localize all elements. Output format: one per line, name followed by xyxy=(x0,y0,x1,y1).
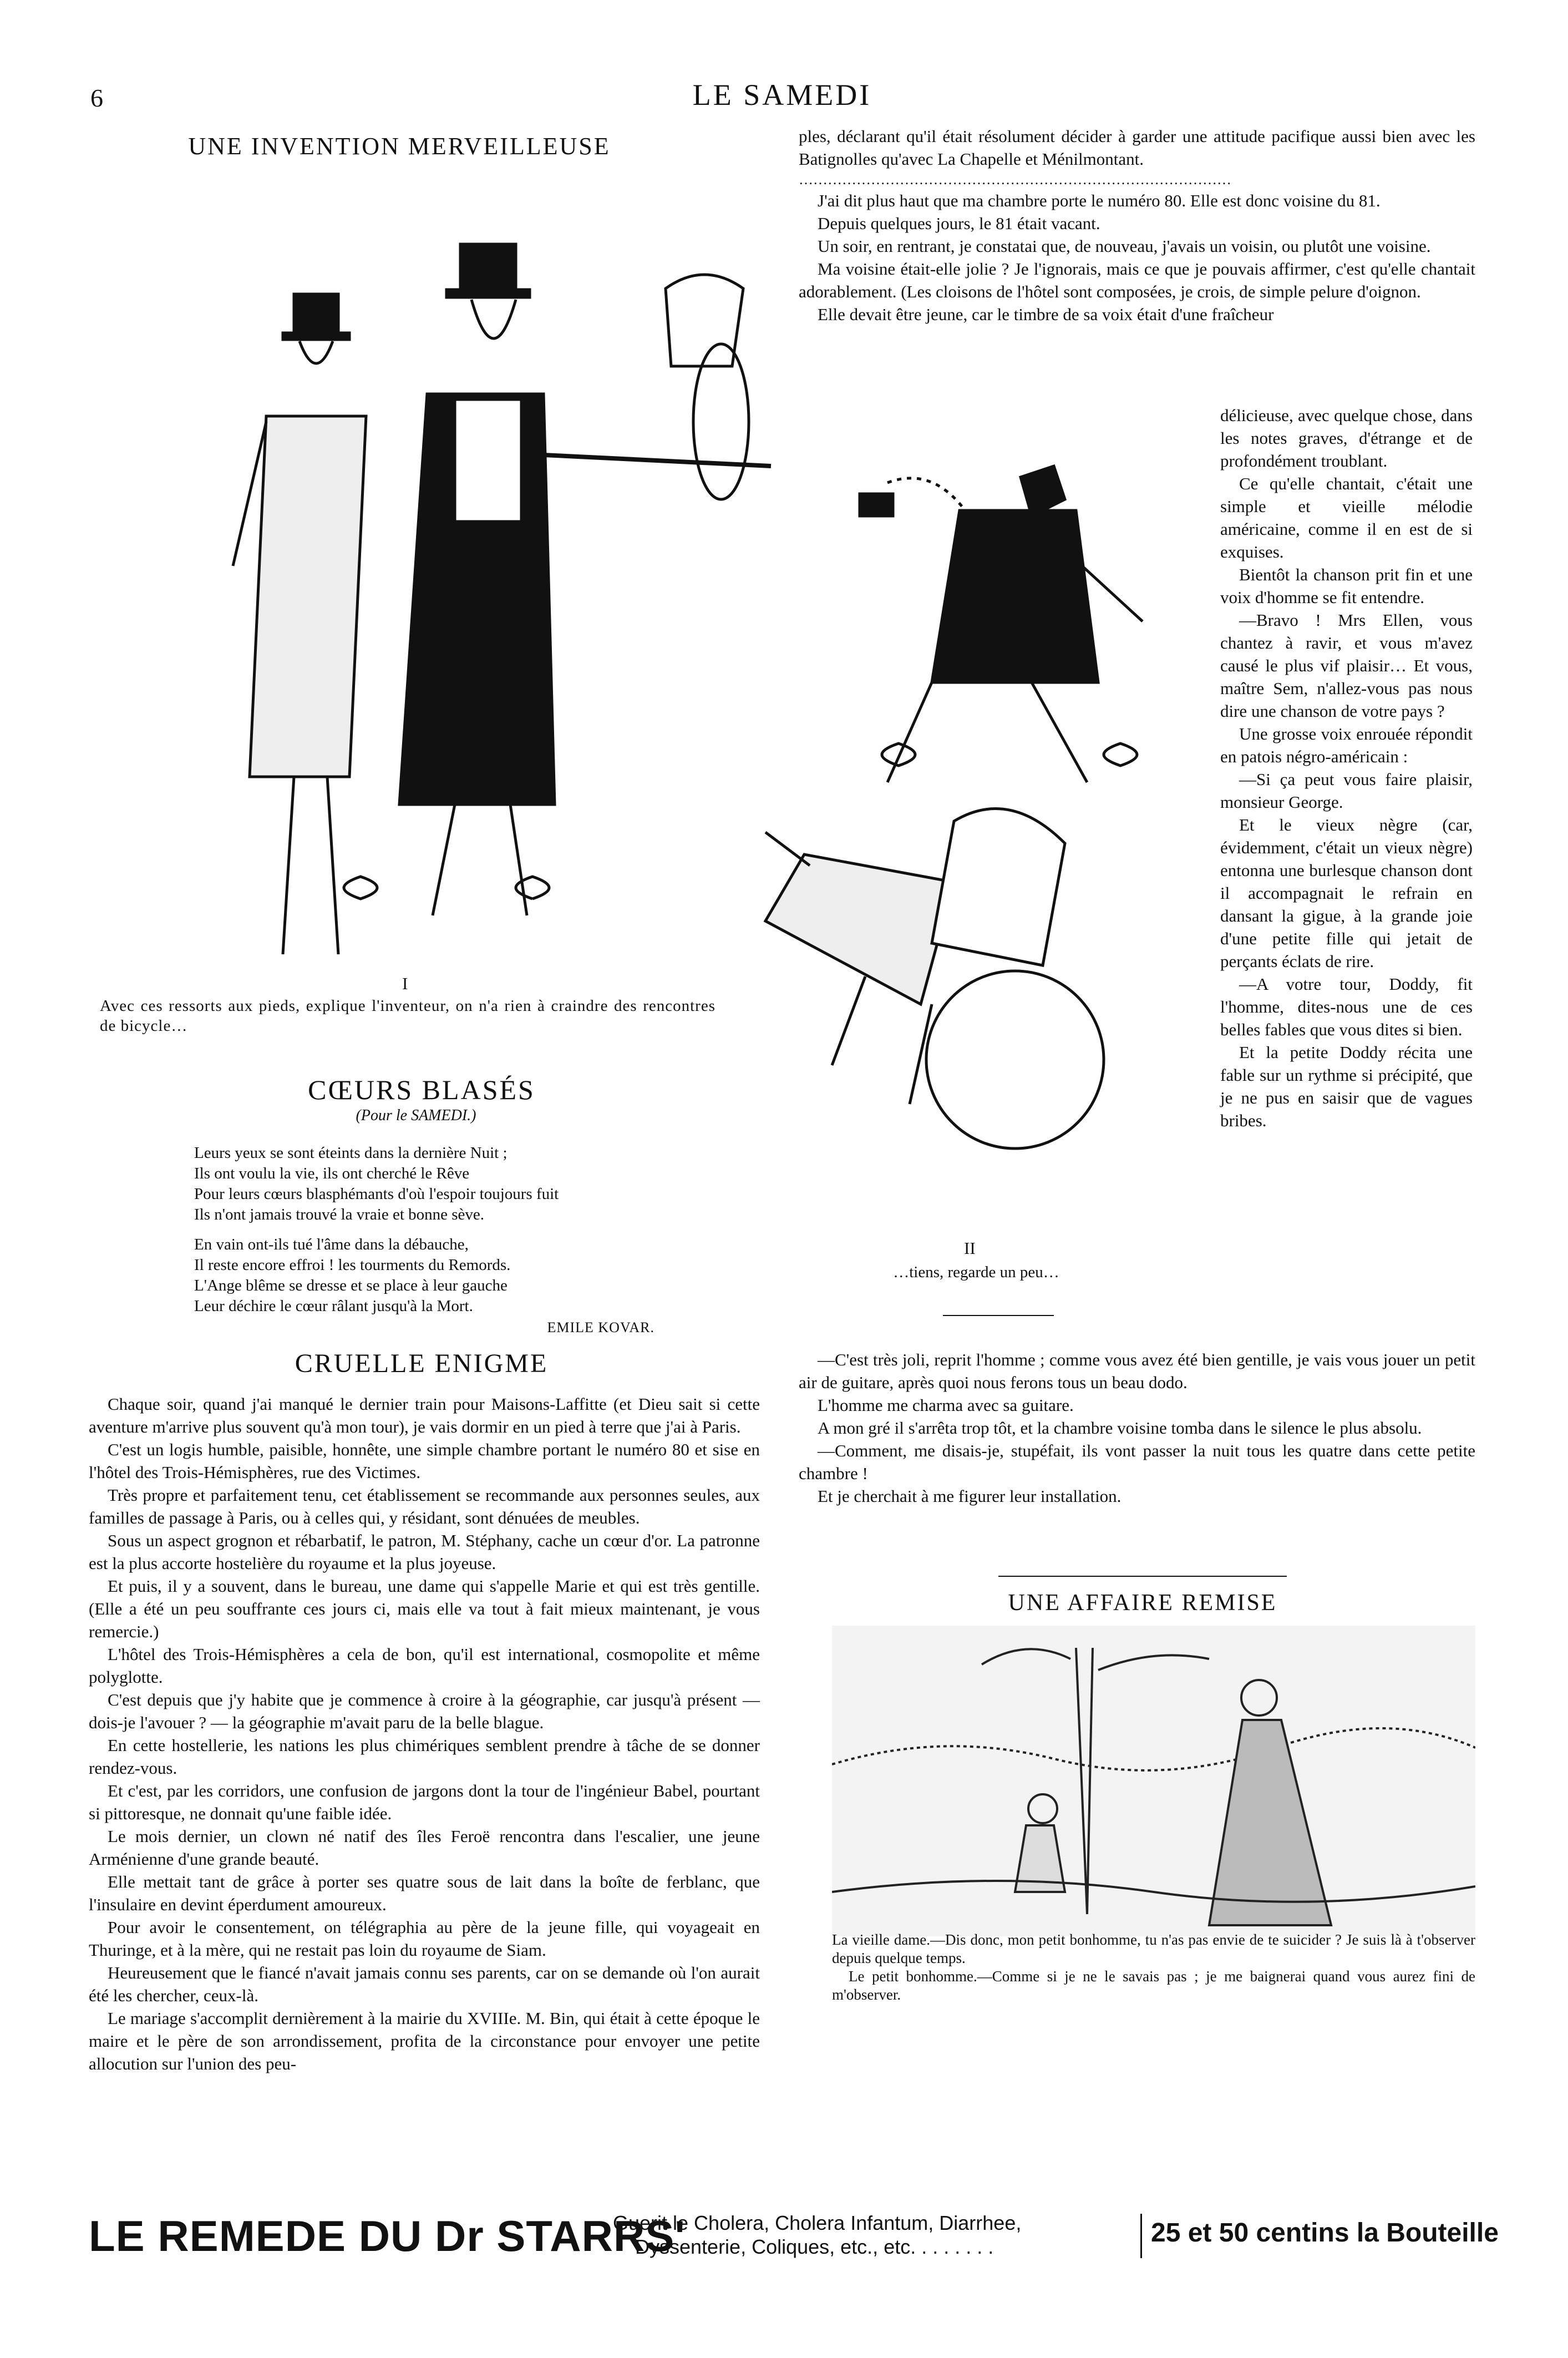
poem-line: L'Ange blême se dresse et se place à leur gauche xyxy=(194,1277,508,1294)
poem-line: Ils n'ont jamais trouvé la vraie et bonne sève. xyxy=(194,1206,485,1223)
story-paragraph: —Bravo ! Mrs Ellen, vous chantez à ravir, et vous m'avez causé le plus vif plaisir… Et vous, maître Sem, n'allez-vous pas nous dire une chanson de votre pays ? xyxy=(1220,610,1473,721)
ad-brace xyxy=(1137,2214,1142,2258)
narrow-column xyxy=(1220,404,1473,1132)
story-paragraph: —A votre tour, Doddy, fit l'homme, dites-nous une de ces belles fables que vous dites si bien. xyxy=(1220,974,1473,1039)
dotted-separator: ……………………………………………………………………………… xyxy=(799,171,1231,188)
story-paragraph: Et le vieux nègre (car, évidemment, c'était un vieux nègre) entonna une burlesque chanson dont il accompagnait le refrain en dansant la gigue, à la grande joie d'une petite fille qui jetait de perçants éclats de rire. xyxy=(1220,815,1473,971)
ad-price: 25 et 50 centins la Bouteille xyxy=(1151,2218,1499,2248)
story-paragraph: délicieuse, avec quelque chose, dans les notes graves, d'étrange et de profondément troublant. xyxy=(1220,406,1473,470)
caption-divider xyxy=(943,1315,1054,1316)
story-paragraph: Ce qu'elle chantait, c'était une simple et vieille mélodie américaine, comme il en est de si exquises. xyxy=(1220,474,1473,561)
illustration-old-lady-and-boy xyxy=(832,1626,1475,1936)
story-paragraph: C'est depuis que j'y habite que je commence à croire à la géographie, car jusqu'à présent — dois-je l'avouer ? — la géographie m'avait paru de la belle blague. xyxy=(89,1690,760,1732)
poem-author: EMILE KOVAR. xyxy=(547,1319,654,1335)
figure-2-caption: …tiens, regarde un peu… xyxy=(893,1263,1059,1281)
story-paragraph: Sous un aspect grognon et rébarbatif, le patron, M. Stéphany, cache un cœur d'or. La patronne est la plus accorte hostelière du royaume et la plus joyeuse. xyxy=(89,1531,760,1573)
illustration-spring-shoes xyxy=(166,222,804,999)
poem-line: Il reste encore effroi ! les tourments du Remords. xyxy=(194,1256,511,1274)
story-paragraph: Bientôt la chanson prit fin et une voix d'homme se fit entendre. xyxy=(1220,565,1473,607)
story-paragraph: C'est un logis humble, paisible, honnête, une simple chambre portant le numéro 80 et sise en l'hôtel des Trois-Hémisphères, rue des Victimes. xyxy=(89,1440,760,1482)
poem-stanza-1 xyxy=(194,1143,654,1225)
article-title-invention: UNE INVENTION MERVEILLEUSE xyxy=(188,133,611,160)
story-paragraph: Très propre et parfaitement tenu, cet établissement se recommande aux personnes seules, aux familles de passage à Paris, ou à celles qui, y résidant, sont dénuées de meubles. xyxy=(89,1485,760,1527)
story-paragraph: Pour avoir le consentement, on télégraphia au père de la jeune fille, qui voyageait en Thuringe, et à la mère, qui ne restait pas loin du royaume de Siam. xyxy=(89,1917,760,1960)
article-title-enigme: CRUELLE ENIGME xyxy=(295,1349,549,1378)
poem-line: Pour leurs cœurs blasphémants d'où l'espoir toujours fuit xyxy=(194,1185,559,1203)
ad-description xyxy=(613,2211,1140,2259)
page-number: 6 xyxy=(90,84,103,112)
poem-line: En vain ont-ils tué l'âme dans la débauche, xyxy=(194,1236,469,1253)
story-paragraph: L'homme me charma avec sa guitare. xyxy=(818,1395,1074,1415)
poem-line: Leur déchire le cœur râlant jusqu'à la Mort. xyxy=(194,1297,473,1315)
story-body xyxy=(89,1393,760,2075)
story-paragraph: —C'est très joli, reprit l'homme ; comme vous avez été bien gentille, je vais vous jouer un petit air de guitare, après quoi nous ferons tous un beau dodo. xyxy=(799,1350,1475,1392)
figure-1-caption: Avec ces ressorts aux pieds, explique l'inventeur, on n'a rien à craindre des rencontres de bicycle… xyxy=(100,997,716,1035)
paper-title: LE SAMEDI xyxy=(692,78,872,112)
story-paragraph: Chaque soir, quand j'ai manqué le dernier train pour Maisons-Laffitte (et Dieu sait si cette aventure m'arrive plus souvent qu'à mon tour), je vais dormir en un pied à terre que j'ai à Paris. xyxy=(89,1394,760,1436)
story-paragraph: —Comment, me disais-je, stupéfait, ils vont passer la nuit tous les quatre dans cette petite chambre ! xyxy=(799,1441,1475,1483)
story-paragraph: Elle mettait tant de grâce à porter ses quatre sous de lait dans la boîte de ferblanc, que l'insulaire en devint éperdument amoureux. xyxy=(89,1872,760,1914)
figure-3-caption-line: La vieille dame.—Dis donc, mon petit bonhomme, tu n'as pas envie de te suicider ? Je suis là à t'observer depuis quelque temps. xyxy=(832,1931,1475,1966)
ad-brand: LE REMEDE DU Dr STARRS' xyxy=(89,2212,686,2260)
figure-1-numeral: I xyxy=(402,974,408,993)
story-paragraph: Un soir, en rentrant, je constatai que, de nouveau, j'avais un voisin, ou plutôt une voisine. xyxy=(818,236,1431,256)
story-paragraph: Ma voisine était-elle jolie ? Je l'ignorais, mais ce que je pouvais affirmer, c'est qu'elle chantait adorablement. (Les cloisons de l'hôtel sont composées, je crois, de simple pelure d'oignon. xyxy=(799,259,1475,301)
story-paragraph: —Si ça peut vous faire plaisir, monsieur George. xyxy=(1220,770,1473,812)
story-paragraph: L'hôtel des Trois-Hémisphères a cela de bon, qu'il est international, cosmopolite et même polyglotte. xyxy=(89,1644,760,1687)
story-paragraph: A mon gré il s'arrêta trop tôt, et la chambre voisine tomba dans le silence le plus absolu. xyxy=(818,1418,1422,1438)
story-paragraph: Et c'est, par les corridors, une confusion de jargons dont la tour de l'ingénieur Babel, pourtant si pittoresque, ne donnait qu'une faible idée. xyxy=(89,1781,760,1823)
story-paragraph: Heureusement que le fiancé n'avait jamais connu ses parents, car on se demande où l'on aurait été les chercher, ceux-là. xyxy=(89,1963,760,2005)
figure-2-numeral: II xyxy=(964,1238,976,1258)
figure-3-caption-line: Le petit bonhomme.—Comme si je ne le savais pas ; je me baignerai quand vous aurez fini de m'observer. xyxy=(832,1968,1475,2003)
right-top-block xyxy=(799,125,1475,326)
poem-title: CŒURS BLASÉS xyxy=(308,1074,535,1105)
poem-line: Ils ont voulu la vie, ils ont cherché le Rêve xyxy=(194,1165,470,1182)
poem-line: Leurs yeux se sont éteints dans la dernière Nuit ; xyxy=(194,1144,508,1162)
story-paragraph: Depuis quelques jours, le 81 était vacant. xyxy=(818,214,1100,233)
illustration-bicycle-collision xyxy=(721,422,1209,1176)
story-paragraph: Une grosse voix enrouée répondit en patois négro-américain : xyxy=(1220,724,1473,766)
story-paragraph: En cette hostellerie, les nations les plus chimériques semblent prendre à tâche de se donner rendez-vous. xyxy=(89,1735,760,1778)
story-paragraph: Elle devait être jeune, car le timbre de sa voix était d'une fraîcheur xyxy=(818,305,1274,324)
continued-paragraph: ples, déclarant qu'il était résolument décider à garder une attitude pacifique aussi bien avec les Batignolles qu'avec La Chapelle et Ménilmontant. xyxy=(799,126,1475,169)
story-paragraph: Le mariage s'accomplit dernièrement à la mairie du XVIIIe. M. Bin, qui était à cette époque le maire et le père de son arrondissement, profita de la circonstance pour envoyer une petite allocution sur l'union des peu- xyxy=(89,2008,760,2073)
poem-stanza-2 xyxy=(194,1234,654,1317)
story-paragraph: J'ai dit plus haut que ma chambre porte le numéro 80. Elle est donc voisine du 81. xyxy=(818,191,1381,210)
ad-line: Dyssenterie, Coliques, etc., etc. . . . . . . . xyxy=(635,2235,994,2258)
section-divider xyxy=(998,1576,1287,1577)
article-title-affaire: UNE AFFAIRE REMISE xyxy=(1008,1590,1277,1616)
poem-subtitle: (Pour le SAMEDI.) xyxy=(356,1107,476,1124)
ad-line: Guerit le Cholera, Cholera Infantum, Diarrhee, xyxy=(613,2212,1022,2234)
story-paragraph: Et puis, il y a souvent, dans le bureau, une dame qui s'appelle Marie et qui est très gentille. (Elle a été un peu souffrante ces jours ci, mais elle va tout à fait mieux maintenant, je vous remercie.) xyxy=(89,1576,760,1641)
story-paragraph: Et je cherchait à me figurer leur installation. xyxy=(818,1486,1122,1506)
figure-3-caption xyxy=(832,1931,1475,2004)
story-paragraph: Le mois dernier, un clown né natif des îles Feroë rencontra dans l'escalier, une jeune Arménienne d'une grande beauté. xyxy=(89,1826,760,1869)
story-paragraph: Et la petite Doddy récita une fable sur un rythme si précipité, que je ne pus en saisir que de vagues bribes. xyxy=(1220,1043,1473,1130)
right-after-block xyxy=(799,1348,1475,1507)
